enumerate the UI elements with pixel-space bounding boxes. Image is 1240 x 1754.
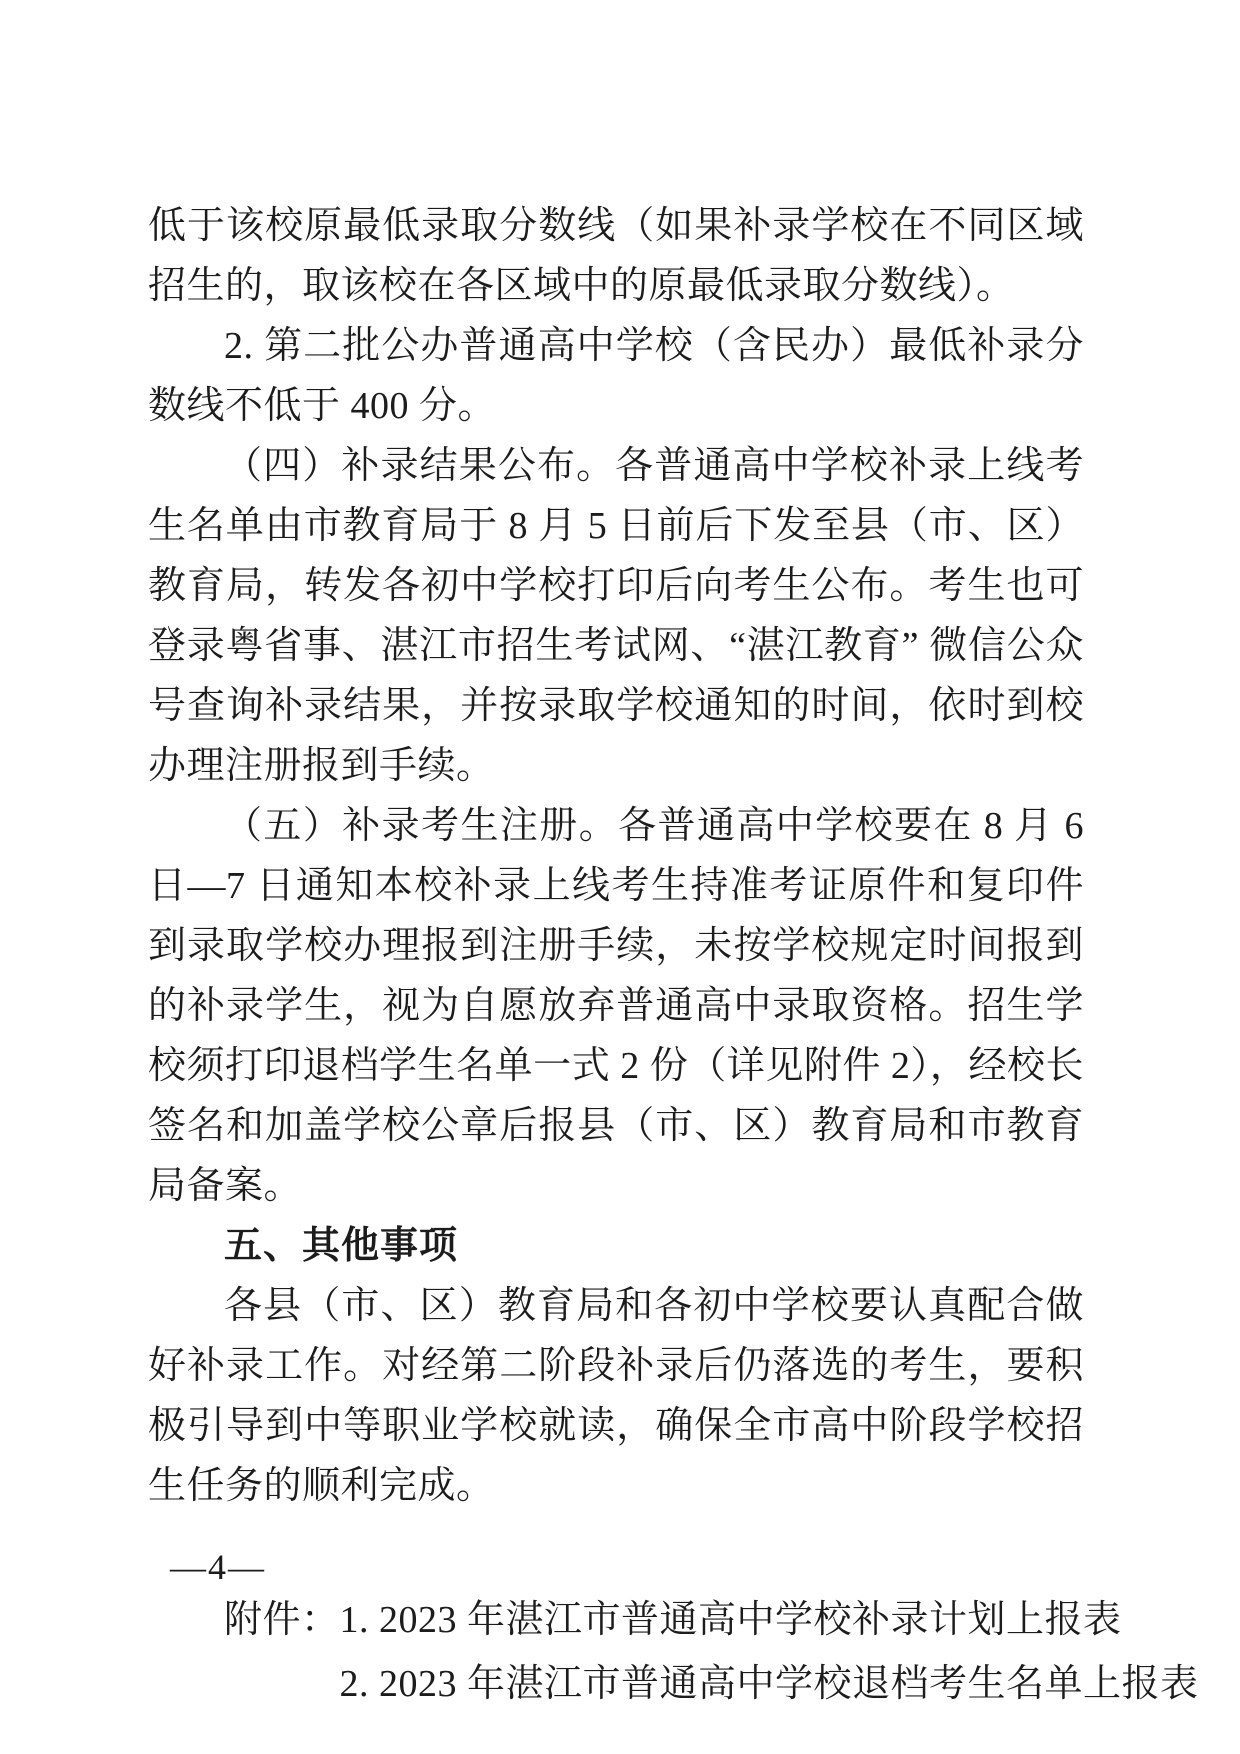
- attachments-label: 附件：: [224, 1599, 340, 1641]
- paragraph-section-4: （四）补录结果公布。各普通高中学校补录上线考生名单由市教育局于 8 月 5 日前后下发至县（市、区）教育局，转发各初中学校打印后向考生公布。考生也可登录粤省事、湛江市招生考试网、“湛江教育” 微信公众号查询补录结果，并按录取学校通知的时间，依时到校办理注册报到手续。: [148, 445, 1084, 787]
- paragraph-continued: 低于该校原最低录取分数线（如果补录学校在不同区域招生的，取该校在各区域中的原最低录取分数线）。: [148, 205, 1084, 307]
- attachment-item: 1. 2023 年湛江市普通高中学校补录计划上报表: [339, 1599, 1122, 1641]
- paragraph-item-2: 2. 第二批公办普通高中学校（含民办）最低补录分数线不低于 400 分。: [148, 325, 1084, 427]
- page-number: —4—: [170, 1547, 266, 1587]
- attachments-list: [340, 1588, 1199, 1716]
- attachments-block: [148, 1588, 1199, 1716]
- section-heading: 五、其他事项: [224, 1225, 459, 1267]
- document-body: [148, 196, 1199, 1716]
- closing-paragraph: 各县（市、区）教育局和各初中学校要认真配合做好补录工作。对经第二阶段补录后仍落选的考生，要积极引导到中等职业学校就读，确保全市高中阶段学校招生任务的顺利完成。: [148, 1285, 1084, 1507]
- attachment-item: 2. 2023 年湛江市普通高中学校退档考生名单上报表: [339, 1663, 1199, 1705]
- paragraph-section-5: （五）补录考生注册。各普通高中学校要在 8 月 6 日—7 日通知本校补录上线考生持准考证原件和复印件到录取学校办理报到注册手续，未按学校规定时间报到的补录学生，视为自愿放弃普通高中录取资格。招生学校须打印退档学生名单一式 2 份（详见附件 2），经校长签名和加盖学校公章后报县（市、区）教育局和市教育局备案。: [148, 805, 1084, 1207]
